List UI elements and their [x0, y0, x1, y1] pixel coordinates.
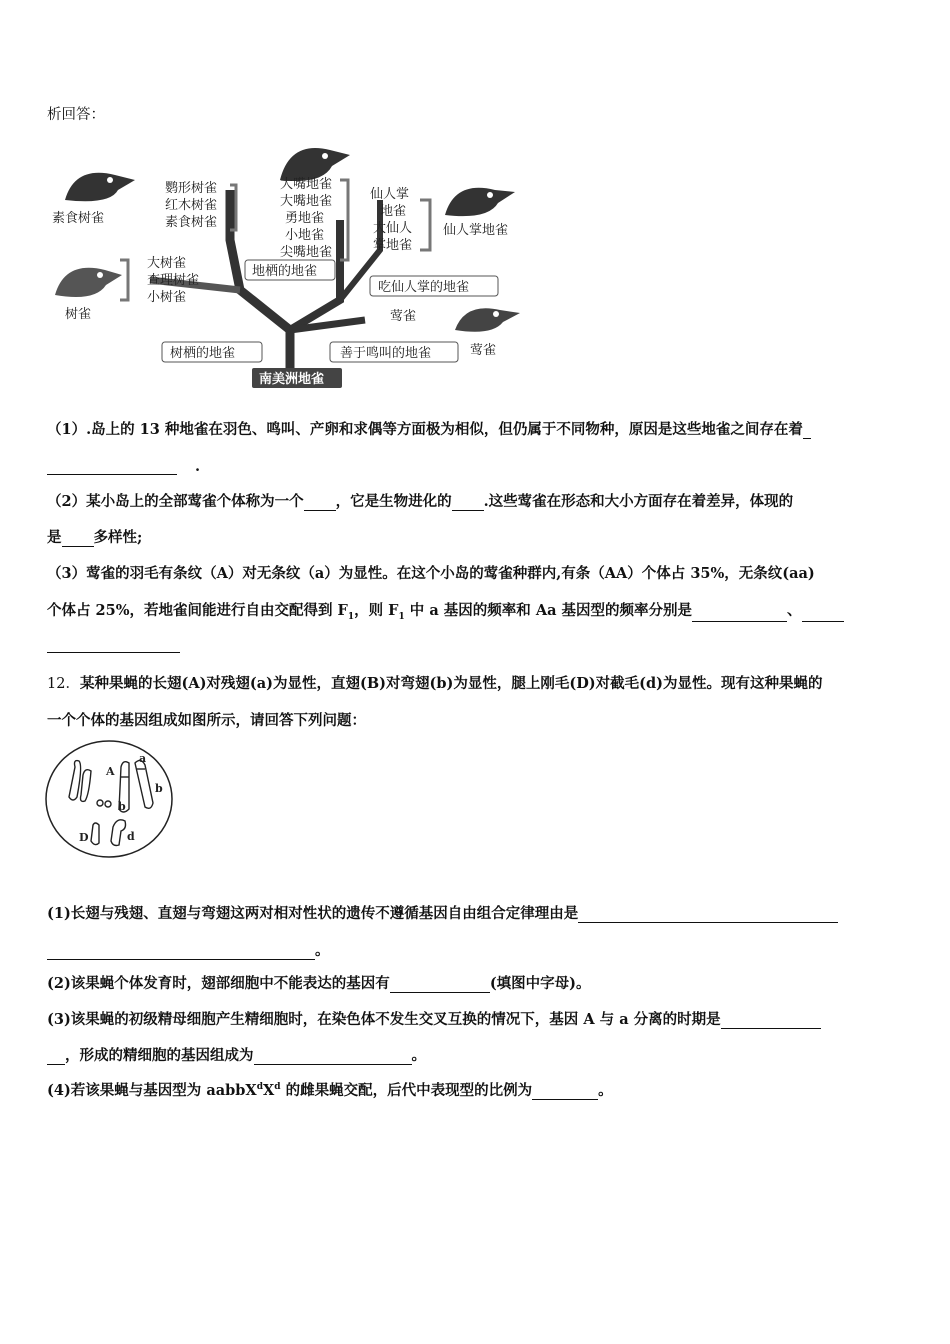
q11-part3-cont — [47, 599, 844, 622]
q12-s1-cont — [47, 939, 330, 960]
q12-s2a: (2)该果蝇个体发育时，翅部细胞中不能表达的基因有 — [47, 975, 390, 992]
q11-part3-cont2 — [47, 636, 180, 653]
q12-s1 — [47, 902, 838, 923]
bird-icon-1 — [65, 173, 135, 201]
q11-p3-blank-2[interactable] — [802, 606, 844, 622]
q11-p3b: 个体占 25%，若地雀间能进行自由交配得到 F — [47, 602, 348, 619]
q11-p3e: 、 — [787, 602, 802, 619]
g4-2: 大仙人 — [373, 221, 413, 236]
label-D: D — [79, 831, 89, 844]
warbler-label: 莺雀 — [390, 309, 417, 324]
q12-s3-cont — [47, 1044, 426, 1065]
bird-name-4: 莺雀 — [470, 343, 497, 358]
q12-s4a: (4)若该果蝇与基因型为 aabbX — [47, 1082, 257, 1099]
intro-text: 析回答： — [47, 107, 105, 123]
q11-p2-blank-2[interactable] — [452, 496, 484, 512]
label-A: A — [106, 765, 115, 778]
q11-p2-blank-3[interactable] — [62, 532, 94, 548]
q12-s4-sup2: d — [274, 1082, 281, 1093]
q11-p3-blank-3[interactable] — [47, 638, 180, 654]
tree-dwelling-label: 树栖的地雀 — [170, 346, 236, 361]
cell-diagram — [43, 737, 178, 862]
g1-1: 红木树雀 — [165, 198, 218, 213]
q11-p1-blank-a[interactable] — [803, 424, 811, 440]
ground-label: 地栖的地雀 — [252, 264, 318, 279]
cactus-label: 吃仙人掌的地雀 — [378, 280, 470, 295]
q12-s1-blank-b[interactable] — [47, 945, 315, 961]
q11-sub1: 1 — [347, 611, 355, 622]
g3-0: 大嘴地雀 — [280, 177, 333, 192]
q12-s3 — [47, 1008, 821, 1029]
label-b2: b — [118, 800, 126, 813]
q11-p2a: （2）某小岛上的全部莺雀个体称为一个 — [47, 493, 304, 510]
g3-1: 大嘴地雀 — [280, 194, 333, 209]
g3-2: 勇地雀 — [285, 211, 325, 226]
song-label: 善于鸣叫的地雀 — [340, 346, 432, 361]
q12-s3a: (3)该果蝇的初级精母细胞产生精细胞时，在染色体不发生交叉互换的情况下，基因 A 与 a 分离的时期是 — [47, 1011, 721, 1028]
q11-p1-blank-b[interactable] — [47, 460, 177, 476]
q12-s3c: 。 — [411, 1047, 426, 1064]
label-b1: b — [155, 782, 163, 795]
q12-s3b: ，形成的精细胞的基因组成为 — [65, 1047, 254, 1064]
q11-part2 — [47, 490, 793, 511]
q12-s2 — [47, 972, 591, 993]
q11-p1-text: （1）.岛上的 13 种地雀在羽色、鸣叫、产卵和求偶等方面极为相似，但仍属于不同物种，原因是这些地雀之间存在着 — [47, 421, 803, 438]
q11-p3a: （3）莺雀的羽毛有条纹（A）对无条纹（a）为显性。在这个小岛的莺雀种群内,有条（AA）个体占 35%，无条纹(aa) — [47, 565, 815, 582]
q11-p2-blank-1[interactable] — [304, 496, 336, 512]
q12-s4b: 的雌果蝇交配，后代中表现型的比例为 — [280, 1082, 533, 1099]
label-a: a — [139, 752, 147, 765]
g2-0: 大树雀 — [147, 256, 187, 271]
g1-0: 鹦形树雀 — [165, 181, 218, 196]
q12-s2-blank[interactable] — [390, 978, 490, 994]
q12-number: 12． — [47, 676, 80, 692]
q12-s4-sup1: d — [256, 1082, 263, 1093]
chromosome-D — [91, 823, 99, 845]
g4-1: 地雀 — [380, 204, 407, 219]
q12-s1-end: 。 — [315, 942, 330, 959]
bird-name-2: 树雀 — [65, 307, 92, 322]
q12-stem2 — [47, 709, 366, 730]
g3-3: 小地雀 — [285, 228, 325, 243]
q12-s2b: (填图中字母)。 — [489, 975, 591, 992]
q12-stem1-text: 某种果蝇的长翅(A)对残翅(a)为显性，直翅(B)对弯翅(b)为显性，腿上刚毛(D)对截毛(d)为显性。现有这种果蝇的 — [79, 675, 823, 692]
q11-part3 — [47, 562, 815, 583]
g1-2: 素食树雀 — [165, 215, 218, 230]
q11-p3c: ，则 F — [354, 602, 399, 619]
q11-p2e: 多样性; — [93, 529, 143, 546]
q12-s4-blank[interactable] — [532, 1085, 598, 1101]
g4-0: 仙人掌 — [370, 187, 410, 202]
cell-membrane — [46, 741, 172, 857]
q12-s4-mid: X — [262, 1082, 275, 1099]
q12-s3-blank-1b[interactable] — [47, 1050, 65, 1066]
q11-part1 — [47, 418, 811, 439]
g3-4: 尖嘴地雀 — [280, 245, 333, 260]
root-label: 南美洲地雀 — [259, 372, 325, 387]
chromosome-d — [111, 820, 126, 846]
q12-s1-text: (1)长翅与残翅、直翅与弯翅这两对相对性状的遗传不遵循基因自由组合定律理由是 — [47, 905, 579, 922]
bird-name-1: 素食树雀 — [52, 211, 105, 226]
q11-p1-end: . — [195, 458, 201, 475]
q11-p2b: ，它是生物进化的 — [335, 493, 452, 510]
chromosome-a — [135, 760, 153, 808]
q11-p2d: 是 — [47, 529, 62, 546]
q12-s1-blank-a[interactable] — [578, 908, 838, 924]
q12-s3-blank-1a[interactable] — [721, 1014, 821, 1030]
q12-stem1 — [47, 672, 823, 693]
bird-icon-2 — [55, 268, 122, 297]
bird-icon-4 — [445, 188, 515, 216]
bird-name-3: 仙人掌地雀 — [443, 223, 509, 238]
q11-p2c: .这些莺雀在形态和大小方面存在着差异，体现的 — [483, 493, 794, 510]
g2-2: 小树雀 — [147, 290, 187, 305]
q12-stem2-text: 一个个体的基因组成如图所示，请回答下列问题： — [47, 712, 366, 729]
q11-part2-cont — [47, 526, 142, 547]
finch-tree-figure — [40, 130, 540, 390]
q11-sub2: 1 — [398, 611, 405, 622]
q11-part1-cont — [47, 458, 200, 475]
bird-icon-5 — [455, 308, 520, 332]
q12-s4c: 。 — [598, 1082, 613, 1099]
chromosome-2 — [81, 770, 92, 802]
q12-s4 — [47, 1079, 613, 1100]
q12-s3-blank-2[interactable] — [254, 1050, 412, 1066]
q11-p3-blank-1[interactable] — [692, 606, 787, 622]
g2-1: 查理树雀 — [147, 273, 200, 288]
chromosome-1 — [69, 761, 81, 800]
label-d: d — [127, 830, 135, 843]
g4-3: 掌地雀 — [373, 238, 413, 253]
q11-p3d: 中 a 基因的频率和 Aa 基因型的频率分别是 — [404, 602, 693, 619]
